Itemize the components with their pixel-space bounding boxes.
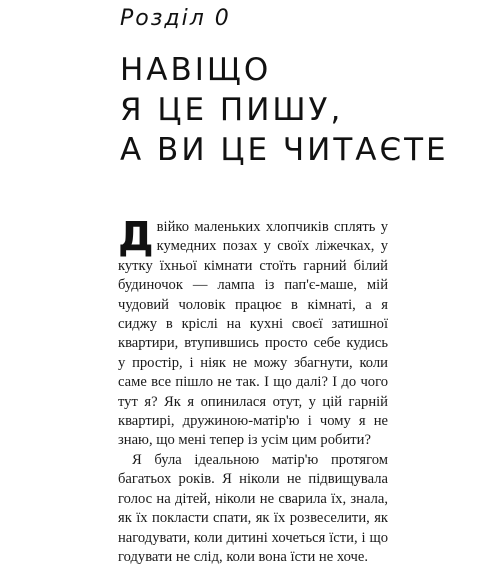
paragraph-1-text: війко маленьких хлопчиків сплять у кумедних позах у своїх ліжечках, у кутку їхньої кімнати стоїть гарний білий будиночок — лампа із пап'є-маше, мій чудовий чоловік працює в кімнаті, а я сиджу в кріслі на кухні своєї затишної квартири, втупившись просто себе кудись у простір, і ніяк не можу збагнути, коли саме все пішло не так. І що далі? І до чого тут я? Як я опинилася отут, у цій гарній квартирі, дружиною-матір'ю і чому я не знаю, що мені тепер із усім цим робити? bbox=[118, 219, 388, 449]
chapter-label: Розділ 0 bbox=[120, 6, 231, 31]
drop-cap: Д bbox=[118, 214, 154, 260]
chapter-title-line-1: НАВІЩО bbox=[120, 52, 272, 88]
chapter-title-line-2: Я ЦЕ ПИШУ, bbox=[120, 92, 344, 128]
paragraph-1 bbox=[118, 214, 388, 451]
paragraph-2: Я була ідеальною матір'ю протягом багатьох років. Я ніколи не підвищувала голос на дітей, ніколи не сварила їх, знала, як їх покласти спати, як їх розвеселити, як нагодувати, коли дитині хочеться їсти, і що годувати не слід, коли вона їсти не хоче. bbox=[118, 451, 388, 565]
body-text bbox=[118, 214, 388, 567]
chapter-title-line-3: А ВИ ЦЕ ЧИТАЄТЕ bbox=[120, 132, 449, 168]
chapter-title bbox=[120, 50, 449, 170]
